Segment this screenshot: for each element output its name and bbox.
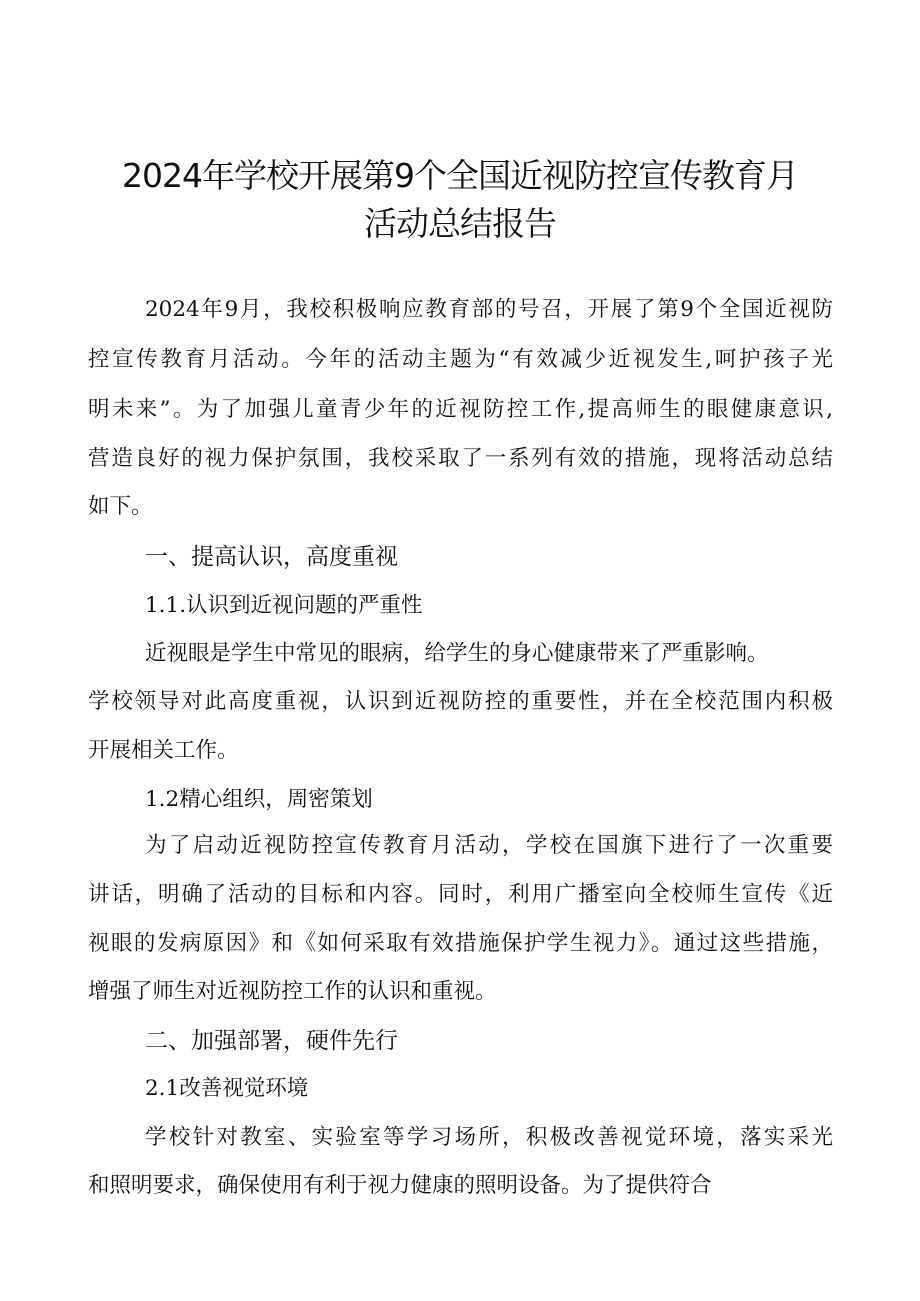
section-2-heading: 二、加强部署，硬件先行: [145, 1028, 398, 1054]
paragraph-line: 视眼的发病原因》和《如何采取有效措施保护学生视力》。通过这些措施，: [88, 931, 833, 956]
paragraph-line: 学校领导对此高度重视，认识到近视防控的重要性，并在全校范围内积极: [88, 689, 833, 714]
intro-line: 控宣传教育月活动。今年的活动主题为“有效减少近视发生,呵护孩子光: [88, 347, 833, 372]
document-title-line-1: 2024年学校开展第9个全国近视防控宣传教育月: [122, 156, 798, 195]
intro-line: 明未来”。为了加强儿童青少年的近视防控工作,提高师生的眼健康意识,: [88, 397, 833, 422]
paragraph-line: 和照明要求，确保使用有利于视力健康的照明设备。为了提供符合: [88, 1173, 712, 1198]
paragraph-line: 学校针对教室、实验室等学习场所，积极改善视觉环境，落实采光: [145, 1125, 833, 1150]
paragraph-line: 增强了师生对近视防控工作的认识和重视。: [88, 979, 497, 1004]
paragraph-line: 开展相关工作。: [88, 738, 239, 763]
intro-line: 2024年9月，我校积极响应教育部的号召，开展了第9个全国近视防: [145, 297, 833, 322]
section-1-2-title: 1.2精心组织，周密策划: [145, 787, 373, 812]
section-2-1-title: 2.1改善视觉环境: [145, 1076, 309, 1101]
intro-line: 营造良好的视力保护氛围，我校采取了一系列有效的措施，现将活动总结: [88, 446, 833, 471]
section-1-1-title: 1.1.认识到近视问题的严重性: [145, 593, 423, 618]
paragraph-line: 近视眼是学生中常见的眼病，给学生的身心健康带来了严重影响。: [145, 641, 769, 666]
intro-line: 如下。: [88, 494, 153, 519]
section-1-heading: 一、提高认识，高度重视: [145, 544, 398, 570]
document-title-line-2: 活动总结报告: [364, 204, 556, 243]
paragraph-line: 为了启动近视防控宣传教育月活动，学校在国旗下进行了一次重要: [145, 833, 833, 858]
paragraph-line: 讲话，明确了活动的目标和内容。同时，利用广播室向全校师生宣传《近: [88, 882, 833, 907]
